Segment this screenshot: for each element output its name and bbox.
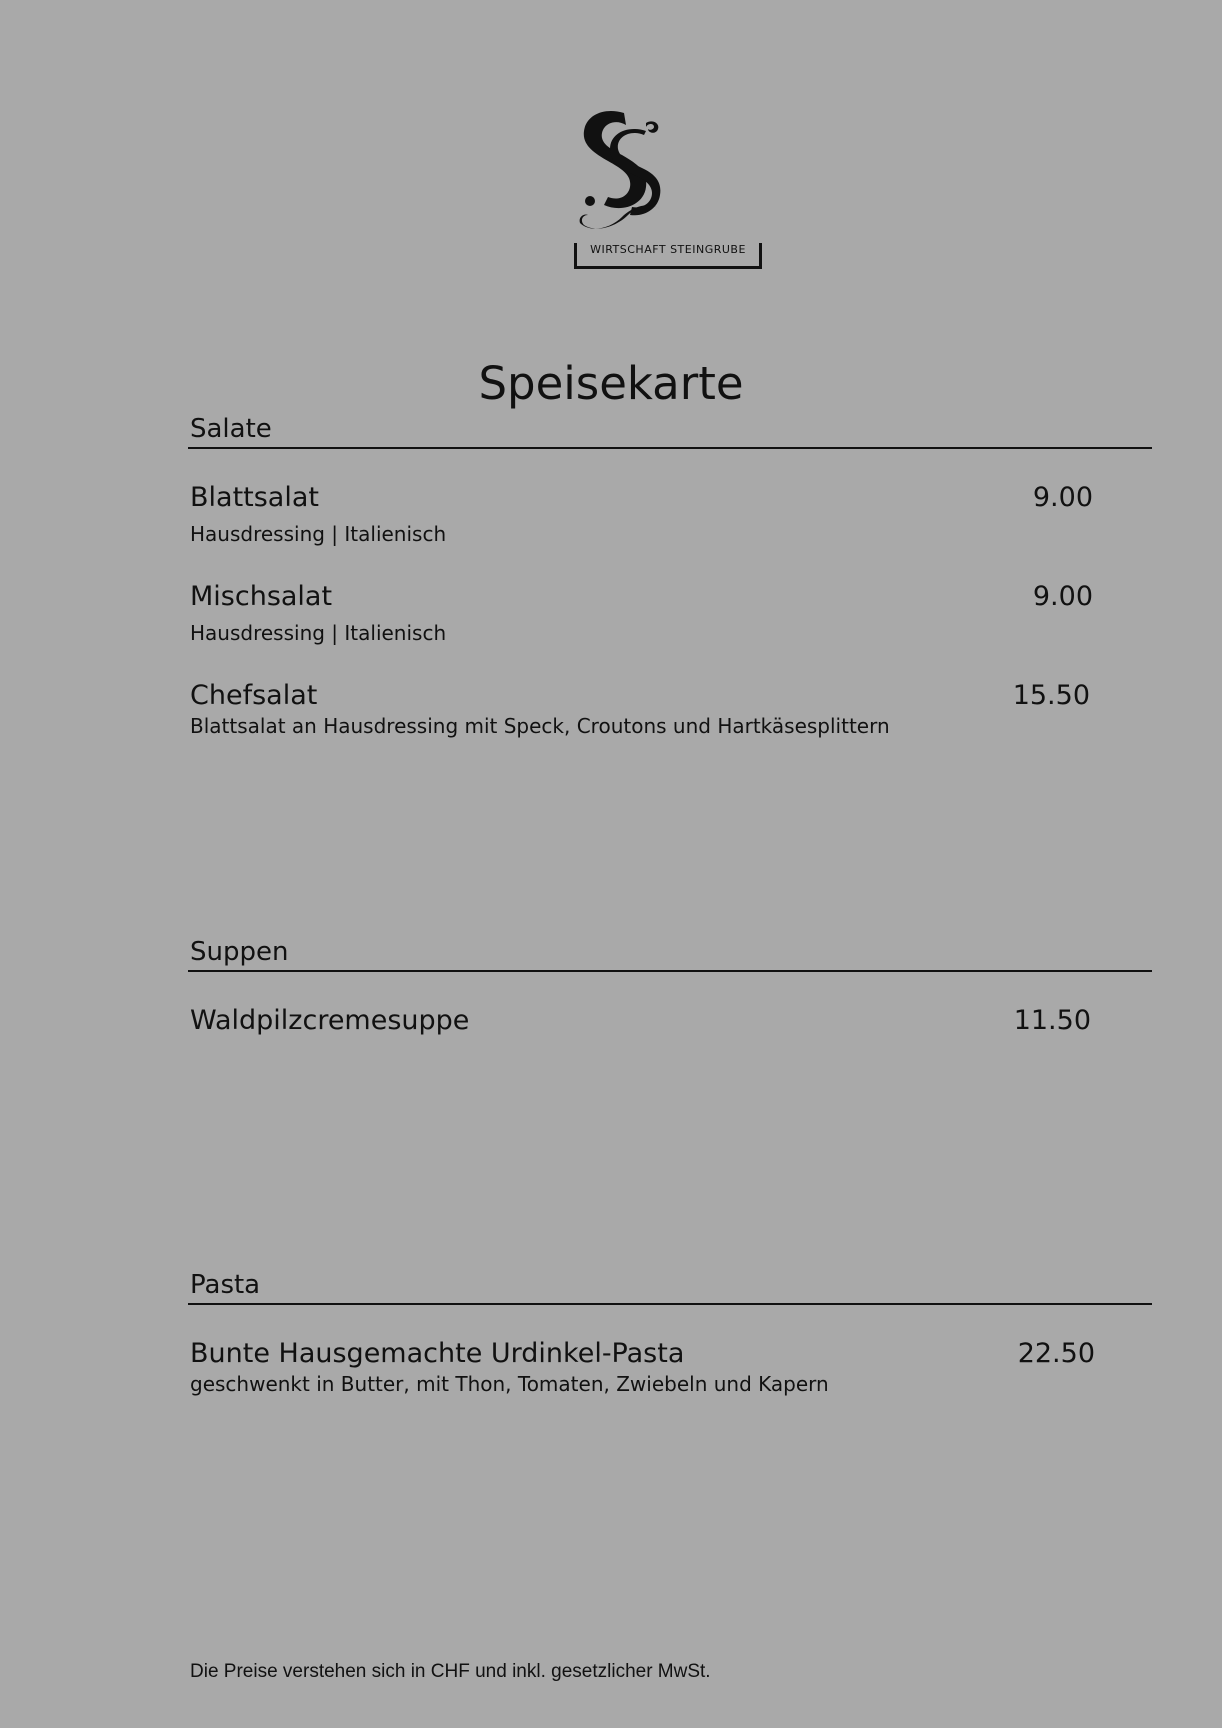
menu-item-description: Blattsalat an Hausdressing mit Speck, Croutons und Hartkäsesplittern <box>190 714 890 738</box>
menu-item-price: 22.50 <box>1017 1338 1095 1369</box>
menu-item-name: Mischsalat <box>190 581 333 612</box>
menu-item-price: 9.00 <box>1032 581 1093 612</box>
brand-name-frame <box>574 243 762 269</box>
menu-item-description: Hausdressing | Italienisch <box>190 621 447 645</box>
menu-item-name: Bunte Hausgemachte Urdinkel-Pasta <box>190 1338 685 1369</box>
footer-note: Die Preise verstehen sich in CHF und inkl. gesetzlicher MwSt. <box>190 1661 711 1682</box>
section-title-pasta: Pasta <box>190 1270 261 1300</box>
menu-item-price: 11.50 <box>1013 1005 1091 1036</box>
brand-name: WIRTSCHAFT STEINGRUBE <box>590 243 746 256</box>
menu-item-price: 9.00 <box>1032 482 1093 513</box>
menu-item-description: geschwenkt in Butter, mit Thon, Tomaten, Zwiebeln und Kapern <box>190 1372 829 1396</box>
menu-item-name: Blattsalat <box>190 482 319 513</box>
menu-item-name: Waldpilzcremesuppe <box>190 1005 470 1036</box>
section-divider <box>188 970 1152 972</box>
section-divider <box>188 447 1152 449</box>
section-divider <box>188 1303 1152 1305</box>
menu-item-name: Chefsalat <box>190 680 318 711</box>
monogram-s-icon <box>560 105 680 245</box>
section-title-salate: Salate <box>190 414 272 444</box>
menu-item-description: Hausdressing | Italienisch <box>190 522 447 546</box>
page-title: Speisekarte <box>478 357 744 410</box>
menu-item-price: 15.50 <box>1012 680 1090 711</box>
section-title-suppen: Suppen <box>190 937 289 967</box>
